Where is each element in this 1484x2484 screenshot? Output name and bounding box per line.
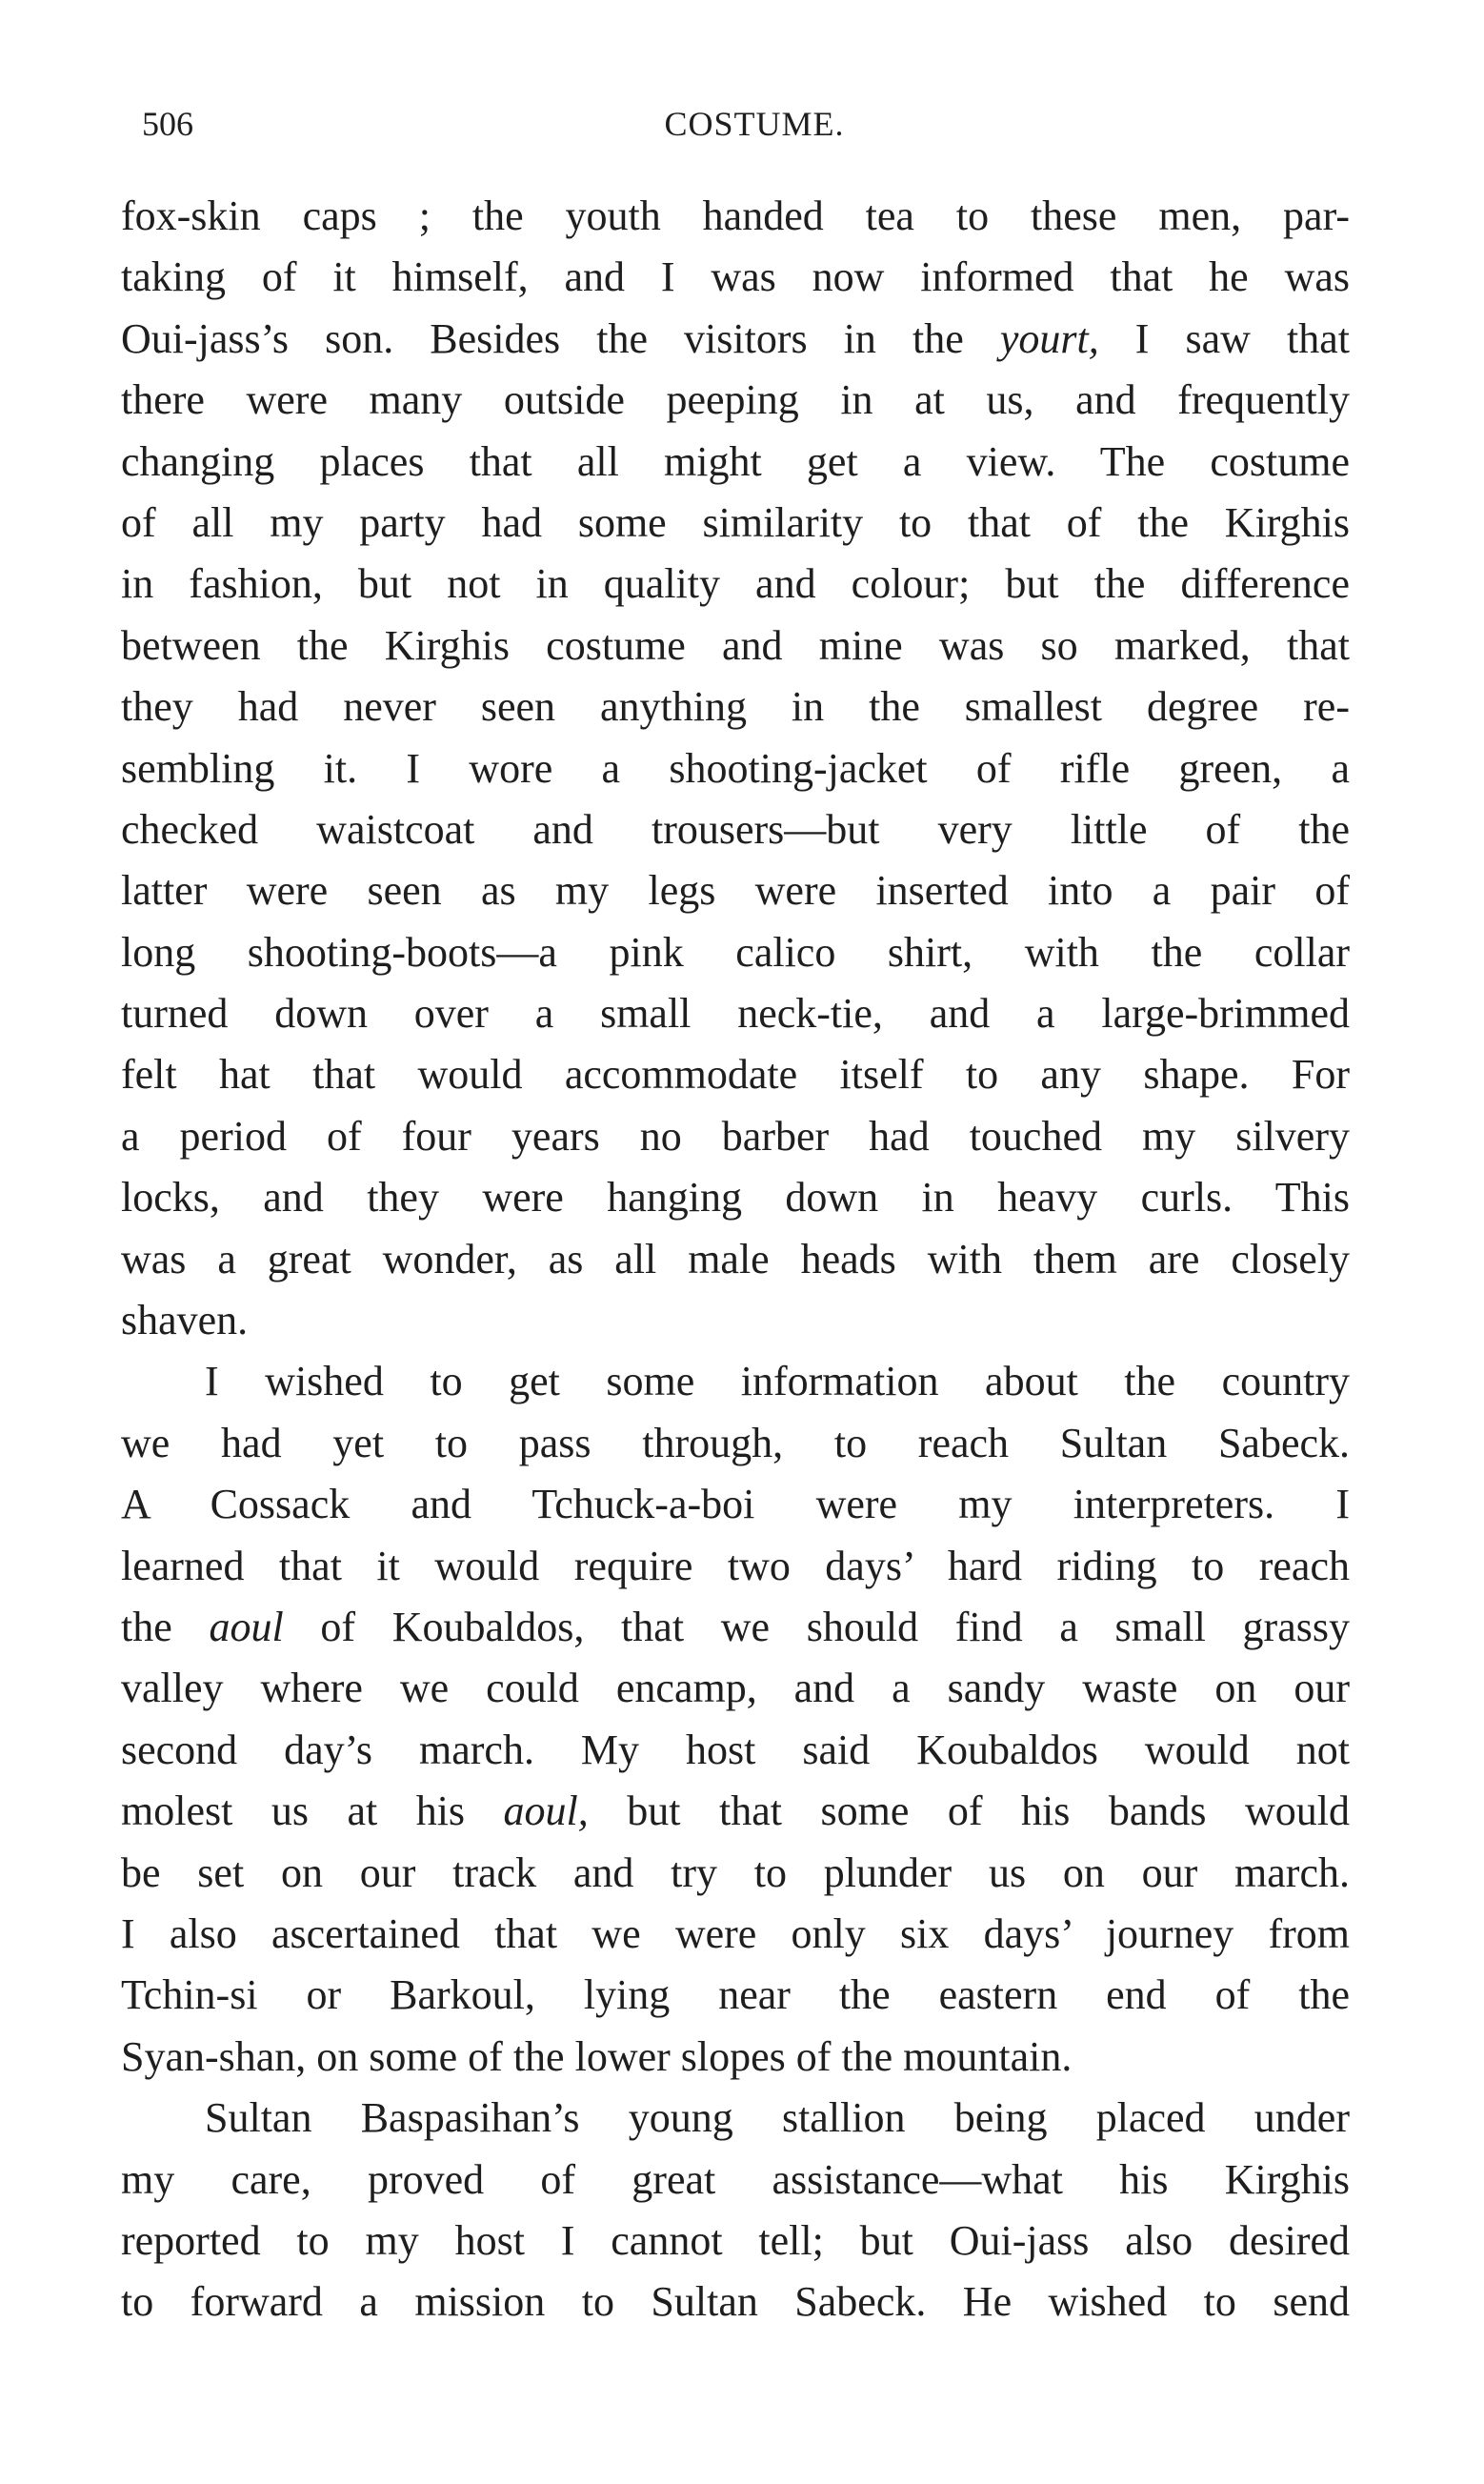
text-line: I wished to get some information about the country [205,1358,1350,1405]
text-line: shaven. [121,1297,249,1344]
text-line: between the Kirghis costume and mine was so marked, that [121,621,1350,669]
text-line: was a great wonder, as all male heads with them are closely [121,1235,1350,1282]
text-line: a period of four years no barber had touched my silvery [121,1112,1350,1160]
italic-word: yourt, [999,314,1099,362]
text-line: sembling it. I wore a shooting-jacket of rifle green, a [121,744,1350,792]
text-line: taking of it himself, and I was now informed that he was [121,253,1350,301]
text-line: I also ascertained that we were only six days’ journey from [121,1909,1350,1957]
text-line: Sultan Baspasihan’s young stallion being placed under [205,2094,1350,2142]
text-line: in fashion, but not in quality and colour; but the difference [121,560,1350,608]
body-text [121,186,1350,2333]
text-line: they had never seen anything in the smallest degree re- [121,683,1350,731]
text-line: of all my party had some similarity to that of the Kirghis [121,498,1350,546]
italic-word: aoul, [503,1787,589,1835]
page-header [121,95,1350,152]
text-line: the aoul of Koubaldos, that we should find a small grassy [121,1603,1350,1650]
text-line: there were many outside peeping in at us, and frequently [121,376,1350,424]
italic-word: aoul [209,1603,284,1650]
text-line: second day’s march. My host said Koubaldos would not [121,1726,1350,1773]
text-line: felt hat that would accommodate itself to any shape. For [121,1051,1350,1099]
text-line: locks, and they were hanging down in heavy curls. This [121,1174,1350,1222]
text-line: molest us at his aoul, but that some of his bands would [121,1787,1350,1835]
text-line: latter were seen as my legs were inserted into a pair of [121,867,1350,915]
text-line: changing places that all might get a view. The costume [121,437,1350,485]
text-line: fox-skin caps ; the youth handed tea to these men, par- [121,192,1350,239]
text-line: Tchin-si or Barkoul, lying near the eastern end of the [121,1971,1350,2019]
text-line: turned down over a small neck-tie, and a large-brimmed [121,990,1350,1038]
text-line: checked waistcoat and trousers—but very little of the [121,805,1350,853]
text-line: learned that it would require two days’ hard riding to reach [121,1542,1350,1589]
page-number: 506 [142,105,193,143]
text-line: Syan-shan, on some of the lower slopes of the mountain. [121,2032,1073,2080]
paragraph-2 [121,1351,1350,2088]
paragraph-3 [121,2088,1350,2333]
text-line: Oui-jass’s son. Besides the visitors in the yourt, I saw that [121,314,1350,362]
text-line: A Cossack and Tchuck-a-boi were my interpreters. I [121,1481,1350,1528]
text-line: long shooting-boots—a pink calico shirt, with the collar [121,928,1350,976]
paragraph-1 [121,186,1350,1351]
running-head: COSTUME. [664,105,845,143]
text-line: to forward a mission to Sultan Sabeck. He wished to send [121,2278,1350,2326]
text-line: valley where we could encamp, and a sandy waste on our [121,1665,1350,1712]
text-line: my care, proved of great assistance—what his Kirghis [121,2155,1350,2203]
text-line: reported to my host I cannot tell; but Oui-jass also desired [121,2216,1350,2264]
text-line: be set on our track and try to plunder us on our march. [121,1848,1350,1896]
text-line: we had yet to pass through, to reach Sultan Sabeck. [121,1419,1350,1466]
